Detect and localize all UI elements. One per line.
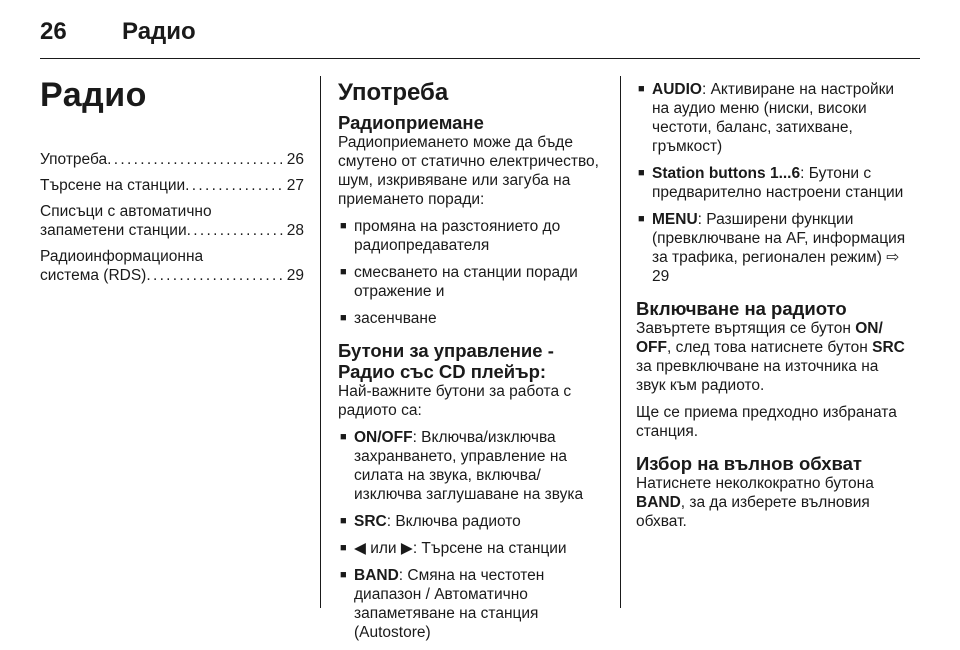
header-rule xyxy=(40,58,920,59)
text-run: Натиснете неколкократно бутона xyxy=(636,475,874,492)
paragraph: Ще се приема предходно избраната станция. xyxy=(636,404,897,440)
toc-page: 27 xyxy=(286,177,304,194)
toc-leader xyxy=(187,221,285,240)
toc-entry[interactable] xyxy=(40,202,304,240)
item-text: : Бутони с предварително настроени станции xyxy=(652,165,904,201)
list-item xyxy=(636,210,908,286)
bullet-list xyxy=(636,80,908,286)
content-column-3 xyxy=(636,80,908,539)
toc-page: 26 xyxy=(286,151,304,168)
toc-page: 29 xyxy=(286,267,304,284)
toc-leader xyxy=(146,266,284,285)
list-item xyxy=(636,80,908,156)
item-text: ◀ или ▶: Търсене на станции xyxy=(354,540,567,557)
key-label: BAND xyxy=(636,494,681,511)
key-label: AUDIO xyxy=(652,81,702,98)
section-heading: Употреба xyxy=(338,79,449,106)
list-item xyxy=(636,164,908,202)
subsection-title: Избор на вълнов обхват xyxy=(636,453,862,474)
toc-label: Списъци с автоматично xyxy=(40,203,212,220)
subsection-title: Включване на радиото xyxy=(636,298,847,319)
list-item xyxy=(338,539,608,558)
item-text: : Включва/изключва захранването, управление на силата на звука, включва/ изключва заглушаване на звука xyxy=(354,429,584,503)
toc-page: 28 xyxy=(286,222,304,239)
text-run: Завъртете въртящия се бутон xyxy=(636,320,856,337)
text-run: , за да изберете вълновия обхват. xyxy=(636,494,870,530)
key-label: BAND xyxy=(354,567,399,584)
text-run: за превключване на източника на звук към радиото. xyxy=(636,358,879,394)
key-label: SRC xyxy=(354,513,387,530)
toc-entry[interactable] xyxy=(40,176,304,195)
paragraph xyxy=(636,319,908,395)
key-label: ON/ OFF xyxy=(636,320,883,356)
text-run: , след това натиснете бутон xyxy=(667,339,873,356)
subsection-title-line: Бутони за управление - xyxy=(338,340,554,361)
item-text: : Активиране на настройки на аудио меню (ниски, високи честоти, баланс, затихване, гръмкост) xyxy=(652,81,895,155)
list-item xyxy=(338,566,608,642)
key-label: MENU xyxy=(652,211,698,228)
page-number: 26 xyxy=(40,18,67,45)
subsection-title-line: Радио със CD плейър: xyxy=(338,361,547,382)
toc-label: Радиоинформационна xyxy=(40,248,204,265)
bullet-list xyxy=(338,428,608,642)
item-text: : Включва радиото xyxy=(386,513,521,530)
toc-label: система (RDS) xyxy=(40,267,147,284)
item-text: : Смяна на честотен диапазон / Автоматично запаметяване на станция (Autostore) xyxy=(354,567,545,641)
list-item xyxy=(338,512,608,531)
paragraph: Радиоприемането може да бъде смутено от статично електричество, шум, изкривяване или загуба на приемането поради: xyxy=(338,134,599,208)
toc-label: Употреба xyxy=(40,151,108,168)
key-label: Station buttons 1...6 xyxy=(652,165,801,182)
table-of-contents xyxy=(40,150,304,292)
key-label: ON/OFF xyxy=(354,429,413,446)
subsection-title: Радиоприемане xyxy=(338,112,484,133)
list-item: ■ смесването на станции поради отражение и xyxy=(338,263,608,301)
subsection-title xyxy=(338,340,608,382)
toc-entry[interactable] xyxy=(40,247,304,285)
list-item xyxy=(338,428,608,504)
item-text: : Разширени функции (превключване на AF, информация за трафика, регионален режим) ⇨ 29 xyxy=(652,211,906,285)
column-divider xyxy=(620,76,621,608)
page-header xyxy=(40,14,920,54)
paragraph xyxy=(636,474,908,531)
running-title: Радио xyxy=(122,18,196,45)
chapter-title: Радио xyxy=(40,76,147,114)
toc-label: Търсене на станции xyxy=(40,177,186,194)
toc-leader xyxy=(185,176,285,195)
content-column-2 xyxy=(338,80,608,650)
bullet-list xyxy=(338,217,608,328)
list-item: ■ промяна на разстоянието до радиопредавателя xyxy=(338,217,608,255)
toc-entry[interactable] xyxy=(40,150,304,169)
key-label: SRC xyxy=(872,339,905,356)
toc-leader xyxy=(107,150,285,169)
column-divider xyxy=(320,76,321,608)
toc-label: запаметени станции xyxy=(40,222,187,239)
paragraph: Най-важните бутони за работа с радиото са: xyxy=(338,383,572,419)
list-item: ■ засенчване xyxy=(338,309,608,328)
